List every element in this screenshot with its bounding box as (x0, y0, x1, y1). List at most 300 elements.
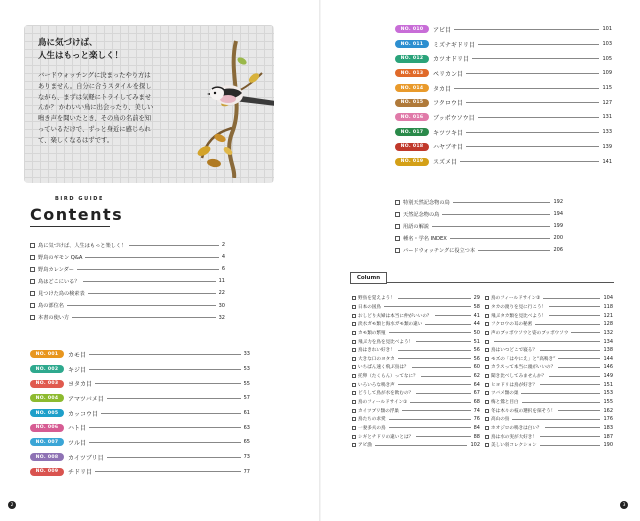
order-label: ペリカン目 (433, 70, 463, 78)
column-item[interactable] (352, 398, 480, 407)
toc-item[interactable] (30, 275, 225, 287)
checkbox-icon (352, 357, 356, 361)
checkbox-icon (352, 340, 356, 344)
leader-line (425, 324, 470, 325)
leader-line (77, 269, 219, 270)
checkbox-icon (485, 400, 489, 404)
column-item-page: 153 (603, 390, 613, 397)
order-page: 141 (602, 158, 612, 165)
leader-line (540, 436, 601, 437)
column-item[interactable] (352, 303, 480, 312)
column-rule (350, 282, 614, 283)
order-label: スズメ目 (433, 159, 458, 167)
appendix-item-label: バードウォッチングに役立つ本 (403, 247, 476, 254)
checkbox-icon (30, 303, 35, 308)
leader-line (549, 306, 600, 307)
order-page: 105 (602, 55, 612, 62)
leader-line (101, 413, 241, 414)
leader-line (466, 146, 599, 147)
order-label: ハト目 (68, 425, 86, 433)
order-label: カッコウ目 (68, 410, 98, 418)
leader-line (478, 250, 550, 251)
order-page: 65 (243, 439, 250, 446)
column-item-page: 74 (473, 407, 480, 414)
checkbox-icon (485, 443, 489, 447)
leader-line (450, 238, 551, 239)
order-label: カイツブリ目 (68, 454, 104, 462)
long-tailed-tit-illustration (184, 33, 274, 178)
leader-line (416, 341, 470, 342)
leader-line (389, 332, 471, 333)
appendix-item-page: 206 (553, 247, 563, 254)
column-item[interactable] (352, 329, 480, 338)
order-label: ヨタカ目 (68, 381, 93, 389)
order-page: 109 (602, 70, 612, 77)
column-item-label: カモ類の繁殖 (358, 330, 386, 336)
checkbox-icon (485, 340, 489, 344)
column-item-page: 44 (473, 321, 480, 328)
column-item[interactable] (485, 337, 613, 346)
column-item-label: 声のブッポウソウと姿のブッポウソウ (491, 330, 569, 336)
appendix-item[interactable] (395, 196, 563, 208)
toc-item[interactable] (30, 312, 225, 324)
column-item[interactable] (352, 363, 480, 372)
checkbox-icon (352, 435, 356, 439)
column-item-page: 62 (473, 373, 480, 380)
column-item[interactable] (485, 372, 613, 381)
checkbox-icon (485, 426, 489, 430)
column-item-label: 美しい羽コレクション (491, 443, 537, 449)
leader-line (89, 442, 241, 443)
order-page: 53 (243, 366, 250, 373)
column-item-label: いろいろな鳴き声 (358, 382, 395, 388)
column-item-page: 132 (603, 329, 613, 336)
checkbox-icon (30, 243, 35, 248)
toc-page: 2 (221, 242, 225, 249)
column-item-label: 淡水ガモ類と海水ガモ類の違い (358, 322, 423, 328)
order-label: チドリ目 (68, 469, 93, 477)
checkbox-icon (485, 305, 489, 309)
order-item[interactable] (395, 140, 612, 155)
contents-intro-list (30, 239, 225, 324)
column-item-label: 冬は木々の枝の選択を探そう！ (491, 408, 556, 414)
appendix-item-page: 194 (553, 211, 563, 218)
toc-label: 鳥はどこにいる？ (38, 278, 80, 285)
order-label: タカ目 (433, 85, 452, 93)
column-item-label: 高山の鳥 (491, 417, 510, 423)
appendix-item[interactable] (395, 244, 563, 256)
leader-line (571, 332, 600, 333)
column-item[interactable] (485, 354, 613, 363)
order-label: ツル目 (68, 439, 87, 447)
order-number-badge: NO. 007 (30, 438, 64, 446)
leader-line (85, 257, 218, 258)
column-item-page: 190 (603, 442, 613, 449)
column-item-label: 鳥のフィールドサイン① (358, 400, 408, 405)
toc-label: 野鳥カレンダー (38, 266, 74, 273)
leader-line (549, 315, 600, 316)
leader-line (410, 402, 470, 403)
order-item[interactable] (30, 347, 250, 362)
column-item-page: 50 (473, 329, 480, 336)
order-page: 127 (602, 99, 612, 106)
column-item[interactable] (352, 424, 480, 433)
toc-page: 32 (218, 314, 225, 321)
checkbox-icon (485, 314, 489, 318)
toc-item[interactable] (30, 287, 225, 299)
column-item-page: 155 (603, 399, 613, 405)
order-label: アマツバメ目 (68, 395, 104, 403)
order-item[interactable] (395, 110, 612, 125)
toc-label: 鳥に気づけば、人生はもっと楽しく！ (38, 242, 127, 249)
leader-line (494, 341, 600, 342)
order-item[interactable] (30, 420, 250, 435)
toc-page: 11 (218, 278, 225, 285)
leader-line (88, 293, 216, 294)
leader-line (107, 457, 241, 458)
leader-line (545, 427, 601, 428)
toc-label: 鳥の部位名 (38, 303, 64, 310)
column-item-label: 鳥のフィールドサイン② (491, 296, 541, 302)
column-item[interactable] (485, 346, 613, 355)
toc-item[interactable] (30, 299, 225, 311)
checkbox-icon (485, 417, 489, 421)
leader-line (478, 44, 600, 45)
column-item-label: アビ漁 (358, 443, 372, 449)
checkbox-icon (485, 322, 489, 326)
column-item-label: フクロウの耳の秘密 (491, 322, 533, 328)
order-item[interactable] (395, 154, 612, 169)
toc-page: 30 (218, 302, 225, 309)
column-item-page: 102 (470, 442, 480, 449)
leader-line (521, 393, 600, 394)
column-item-page: 51 (473, 338, 480, 345)
checkbox-icon (395, 212, 400, 217)
leader-line (384, 306, 471, 307)
leader-line (549, 376, 600, 377)
leader-line (89, 369, 241, 370)
column-item[interactable] (352, 372, 480, 381)
order-item[interactable] (395, 95, 612, 110)
column-item-page: 162 (603, 407, 613, 414)
leader-line (95, 471, 241, 472)
leader-line (454, 29, 599, 30)
checkbox-icon (485, 331, 489, 335)
order-label: ハヤブサ目 (433, 144, 464, 152)
order-page: 61 (243, 410, 250, 417)
leader-line (89, 354, 241, 355)
order-page: 55 (243, 380, 250, 387)
column-item-page: 67 (473, 390, 480, 397)
order-item[interactable] (395, 37, 612, 52)
column-item-page: 84 (473, 424, 480, 431)
order-item[interactable] (30, 376, 250, 391)
order-label: フクロウ目 (433, 100, 463, 108)
order-page: 63 (243, 424, 250, 431)
checkbox-icon (352, 374, 356, 378)
appendix-item-page: 199 (553, 223, 563, 230)
column-list-left (352, 294, 480, 450)
column-item[interactable] (352, 441, 480, 450)
checkbox-icon (352, 365, 356, 369)
order-number-badge: NO. 006 (30, 424, 64, 432)
column-label: Column (350, 272, 387, 284)
checkbox-icon (485, 296, 489, 300)
column-item-page: 151 (603, 381, 613, 388)
column-item[interactable] (352, 294, 480, 303)
column-item-page: 149 (603, 373, 613, 380)
column-item-label: 鳥は水の実が大好き！ (491, 434, 537, 440)
column-item[interactable] (352, 320, 480, 329)
leader-line (540, 350, 601, 351)
leader-line (416, 436, 470, 437)
intro-title: 鳥に気づけば、 人生はもっと楽しく！ (38, 38, 124, 61)
leader-line (472, 58, 599, 59)
order-item[interactable] (30, 450, 250, 465)
checkbox-icon (352, 443, 356, 447)
order-item[interactable] (30, 391, 250, 406)
checkbox-icon (485, 348, 489, 352)
page-number-right: 3 (620, 501, 628, 509)
column-item[interactable] (485, 294, 613, 303)
column-item-label: ツバメ類の巣 (491, 391, 519, 397)
leader-line (558, 367, 600, 368)
order-item[interactable] (30, 362, 250, 377)
checkbox-icon (485, 435, 489, 439)
column-item-page: 68 (473, 399, 480, 405)
checkbox-icon (485, 391, 489, 395)
checkbox-icon (352, 296, 356, 300)
order-page: 77 (243, 468, 250, 475)
appendix-item[interactable] (395, 220, 563, 232)
appendix-item-page: 200 (553, 235, 563, 242)
appendix-list (395, 196, 563, 256)
column-item-label: ヒヨドリは鳥が好き？ (491, 382, 537, 388)
column-item-page: 56 (473, 347, 480, 354)
order-item[interactable] (395, 66, 612, 81)
column-item[interactable] (485, 311, 613, 320)
column-item[interactable] (485, 406, 613, 415)
order-page: 103 (602, 41, 612, 48)
appendix-item[interactable] (395, 232, 563, 244)
order-label: アビ目 (433, 26, 452, 34)
order-item[interactable] (30, 465, 250, 480)
column-list-right (485, 294, 613, 450)
order-label: ブッポウソウ目 (433, 114, 475, 122)
column-item-page: 58 (473, 303, 480, 310)
order-number-badge: NO. 013 (395, 69, 429, 77)
order-item[interactable] (30, 406, 250, 421)
column-item[interactable] (352, 337, 480, 346)
order-page: 33 (243, 351, 250, 358)
leader-line (89, 427, 241, 428)
leader-line (432, 226, 551, 227)
column-item[interactable] (485, 303, 613, 312)
leader-line (67, 305, 216, 306)
column-item-label: 鳥たちの求愛 (358, 417, 386, 423)
order-label: カツオドリ目 (433, 56, 470, 64)
toc-item[interactable] (30, 239, 225, 251)
order-number-badge: NO. 003 (30, 380, 64, 388)
leader-line (522, 402, 601, 403)
checkbox-icon (352, 391, 356, 395)
leader-line (107, 398, 241, 399)
leader-line (460, 161, 599, 162)
order-label: キツツキ目 (433, 129, 464, 137)
leader-line (558, 410, 600, 411)
page-number-left: 2 (8, 501, 16, 509)
column-item-page: 56 (473, 355, 480, 362)
column-item-label: 飛ぶ力を鳥を見比べよう！ (358, 339, 414, 345)
checkbox-icon (485, 374, 489, 378)
column-item[interactable] (485, 424, 613, 433)
intro-card (24, 25, 274, 183)
checkbox-icon (352, 409, 356, 413)
checkbox-icon (30, 267, 35, 272)
leader-line (512, 419, 600, 420)
column-item-page: 183 (603, 424, 613, 431)
column-item-page: 121 (603, 312, 613, 319)
column-item[interactable] (352, 311, 480, 320)
leader-line (435, 315, 471, 316)
contents-title: Contents (30, 205, 124, 224)
column-item[interactable] (485, 441, 613, 450)
column-item-page: 41 (473, 312, 480, 319)
order-item[interactable] (395, 125, 612, 140)
column-item-label: おしどり夫婦は本当に仲がいいの？ (358, 313, 432, 319)
column-item-page: 146 (603, 364, 613, 371)
bird-guide-label: BIRD GUIDE (55, 196, 105, 202)
toc-label: 野鳥のギモン Q&A (38, 254, 83, 261)
checkbox-icon (485, 365, 489, 369)
column-item[interactable] (485, 329, 613, 338)
leader-line (540, 445, 601, 446)
order-label: ミズナギドリ目 (433, 41, 475, 49)
order-number-badge: NO. 014 (395, 84, 429, 92)
order-item[interactable] (395, 81, 612, 96)
leader-line (466, 73, 600, 74)
order-page: 115 (602, 85, 612, 92)
appendix-item-label: 特別天然記念物の鳥 (403, 199, 450, 206)
order-label: キジ目 (68, 366, 86, 374)
checkbox-icon (352, 348, 356, 352)
column-item[interactable] (485, 320, 613, 329)
order-number-badge: NO. 008 (30, 453, 64, 461)
order-label: カモ目 (68, 351, 87, 359)
column-item-page: 64 (473, 381, 480, 388)
order-page: 131 (602, 114, 612, 121)
appendix-item-label: 天然記念物の鳥 (403, 211, 440, 218)
checkbox-icon (485, 383, 489, 387)
column-item[interactable] (352, 389, 480, 398)
checkbox-icon (30, 315, 35, 320)
column-item[interactable] (485, 398, 613, 407)
order-number-badge: NO. 011 (395, 40, 429, 48)
column-item-page: 76 (473, 416, 480, 423)
order-page: 101 (602, 26, 612, 33)
toc-item[interactable] (30, 263, 225, 275)
column-item[interactable] (352, 432, 480, 441)
column-item[interactable] (352, 415, 480, 424)
order-item[interactable] (395, 22, 612, 37)
leader-line (83, 281, 216, 282)
column-item[interactable] (485, 415, 613, 424)
leader-line (454, 88, 599, 89)
column-item-label: 大きな口のヨタカ (358, 356, 395, 362)
orders-list-left (30, 347, 250, 479)
checkbox-icon (395, 224, 400, 229)
leader-line (543, 298, 600, 299)
order-number-badge: NO. 019 (395, 158, 429, 166)
leader-line (416, 393, 470, 394)
leader-line (453, 202, 551, 203)
column-item-page: 29 (473, 295, 480, 302)
checkbox-icon (352, 314, 356, 318)
leader-line (389, 419, 471, 420)
checkbox-icon (352, 331, 356, 335)
checkbox-icon (395, 200, 400, 205)
column-item[interactable] (485, 389, 613, 398)
leader-line (398, 350, 471, 351)
column-item-label: 野鳥を覚えよう！ (358, 296, 395, 302)
leader-line (72, 317, 215, 318)
column-item-label: カイツブリ類の浮巣 (358, 408, 400, 414)
leader-line (398, 358, 471, 359)
checkbox-icon (352, 383, 356, 387)
column-item-page: 128 (603, 321, 613, 328)
column-item-label: モズの「はやにえ」と“高鳴き” (491, 356, 556, 362)
toc-page: 4 (221, 254, 225, 261)
leader-line (421, 376, 471, 377)
order-number-badge: NO. 010 (395, 25, 429, 33)
column-item[interactable] (485, 380, 613, 389)
column-item-label: ホオジロの鳴きは白い？ (491, 425, 542, 431)
contents-rule (30, 226, 110, 227)
appendix-item[interactable] (395, 208, 563, 220)
order-item[interactable] (30, 435, 250, 450)
column-item[interactable] (485, 432, 613, 441)
column-item[interactable] (352, 406, 480, 415)
column-item-page: 118 (603, 303, 613, 310)
column-item-label: 飛ぶタカ類を見比べよう！ (491, 313, 547, 319)
checkbox-icon (30, 291, 35, 296)
column-item[interactable] (352, 346, 480, 355)
column-item-label: 聞き比べしてみませんか？ (491, 374, 547, 380)
toc-item[interactable] (30, 251, 225, 263)
column-item[interactable] (485, 363, 613, 372)
column-item-page: 144 (603, 355, 613, 362)
checkbox-icon (352, 305, 356, 309)
toc-label: 見つけた鳥の検索表 (38, 290, 85, 297)
order-number-badge: NO. 015 (395, 99, 429, 107)
column-item-page: 176 (603, 416, 613, 423)
leader-line (412, 367, 471, 368)
column-item[interactable] (352, 354, 480, 363)
order-item[interactable] (395, 51, 612, 66)
column-item-label: シギとチドリの違いとは？ (358, 434, 414, 440)
order-number-badge: NO. 004 (30, 394, 64, 402)
column-item-page: 138 (603, 347, 613, 354)
column-item[interactable] (352, 380, 480, 389)
checkbox-icon (30, 255, 35, 260)
column-item-label: どうして鳥が水を飲むの？ (358, 391, 414, 397)
column-item-label: カラスって本当に頭がいいの？ (491, 365, 556, 371)
checkbox-icon (352, 417, 356, 421)
column-item-page: 88 (473, 433, 480, 440)
appendix-item-label: 用語の解説 (403, 223, 429, 230)
leader-line (402, 410, 471, 411)
order-number-badge: NO. 001 (30, 350, 64, 358)
